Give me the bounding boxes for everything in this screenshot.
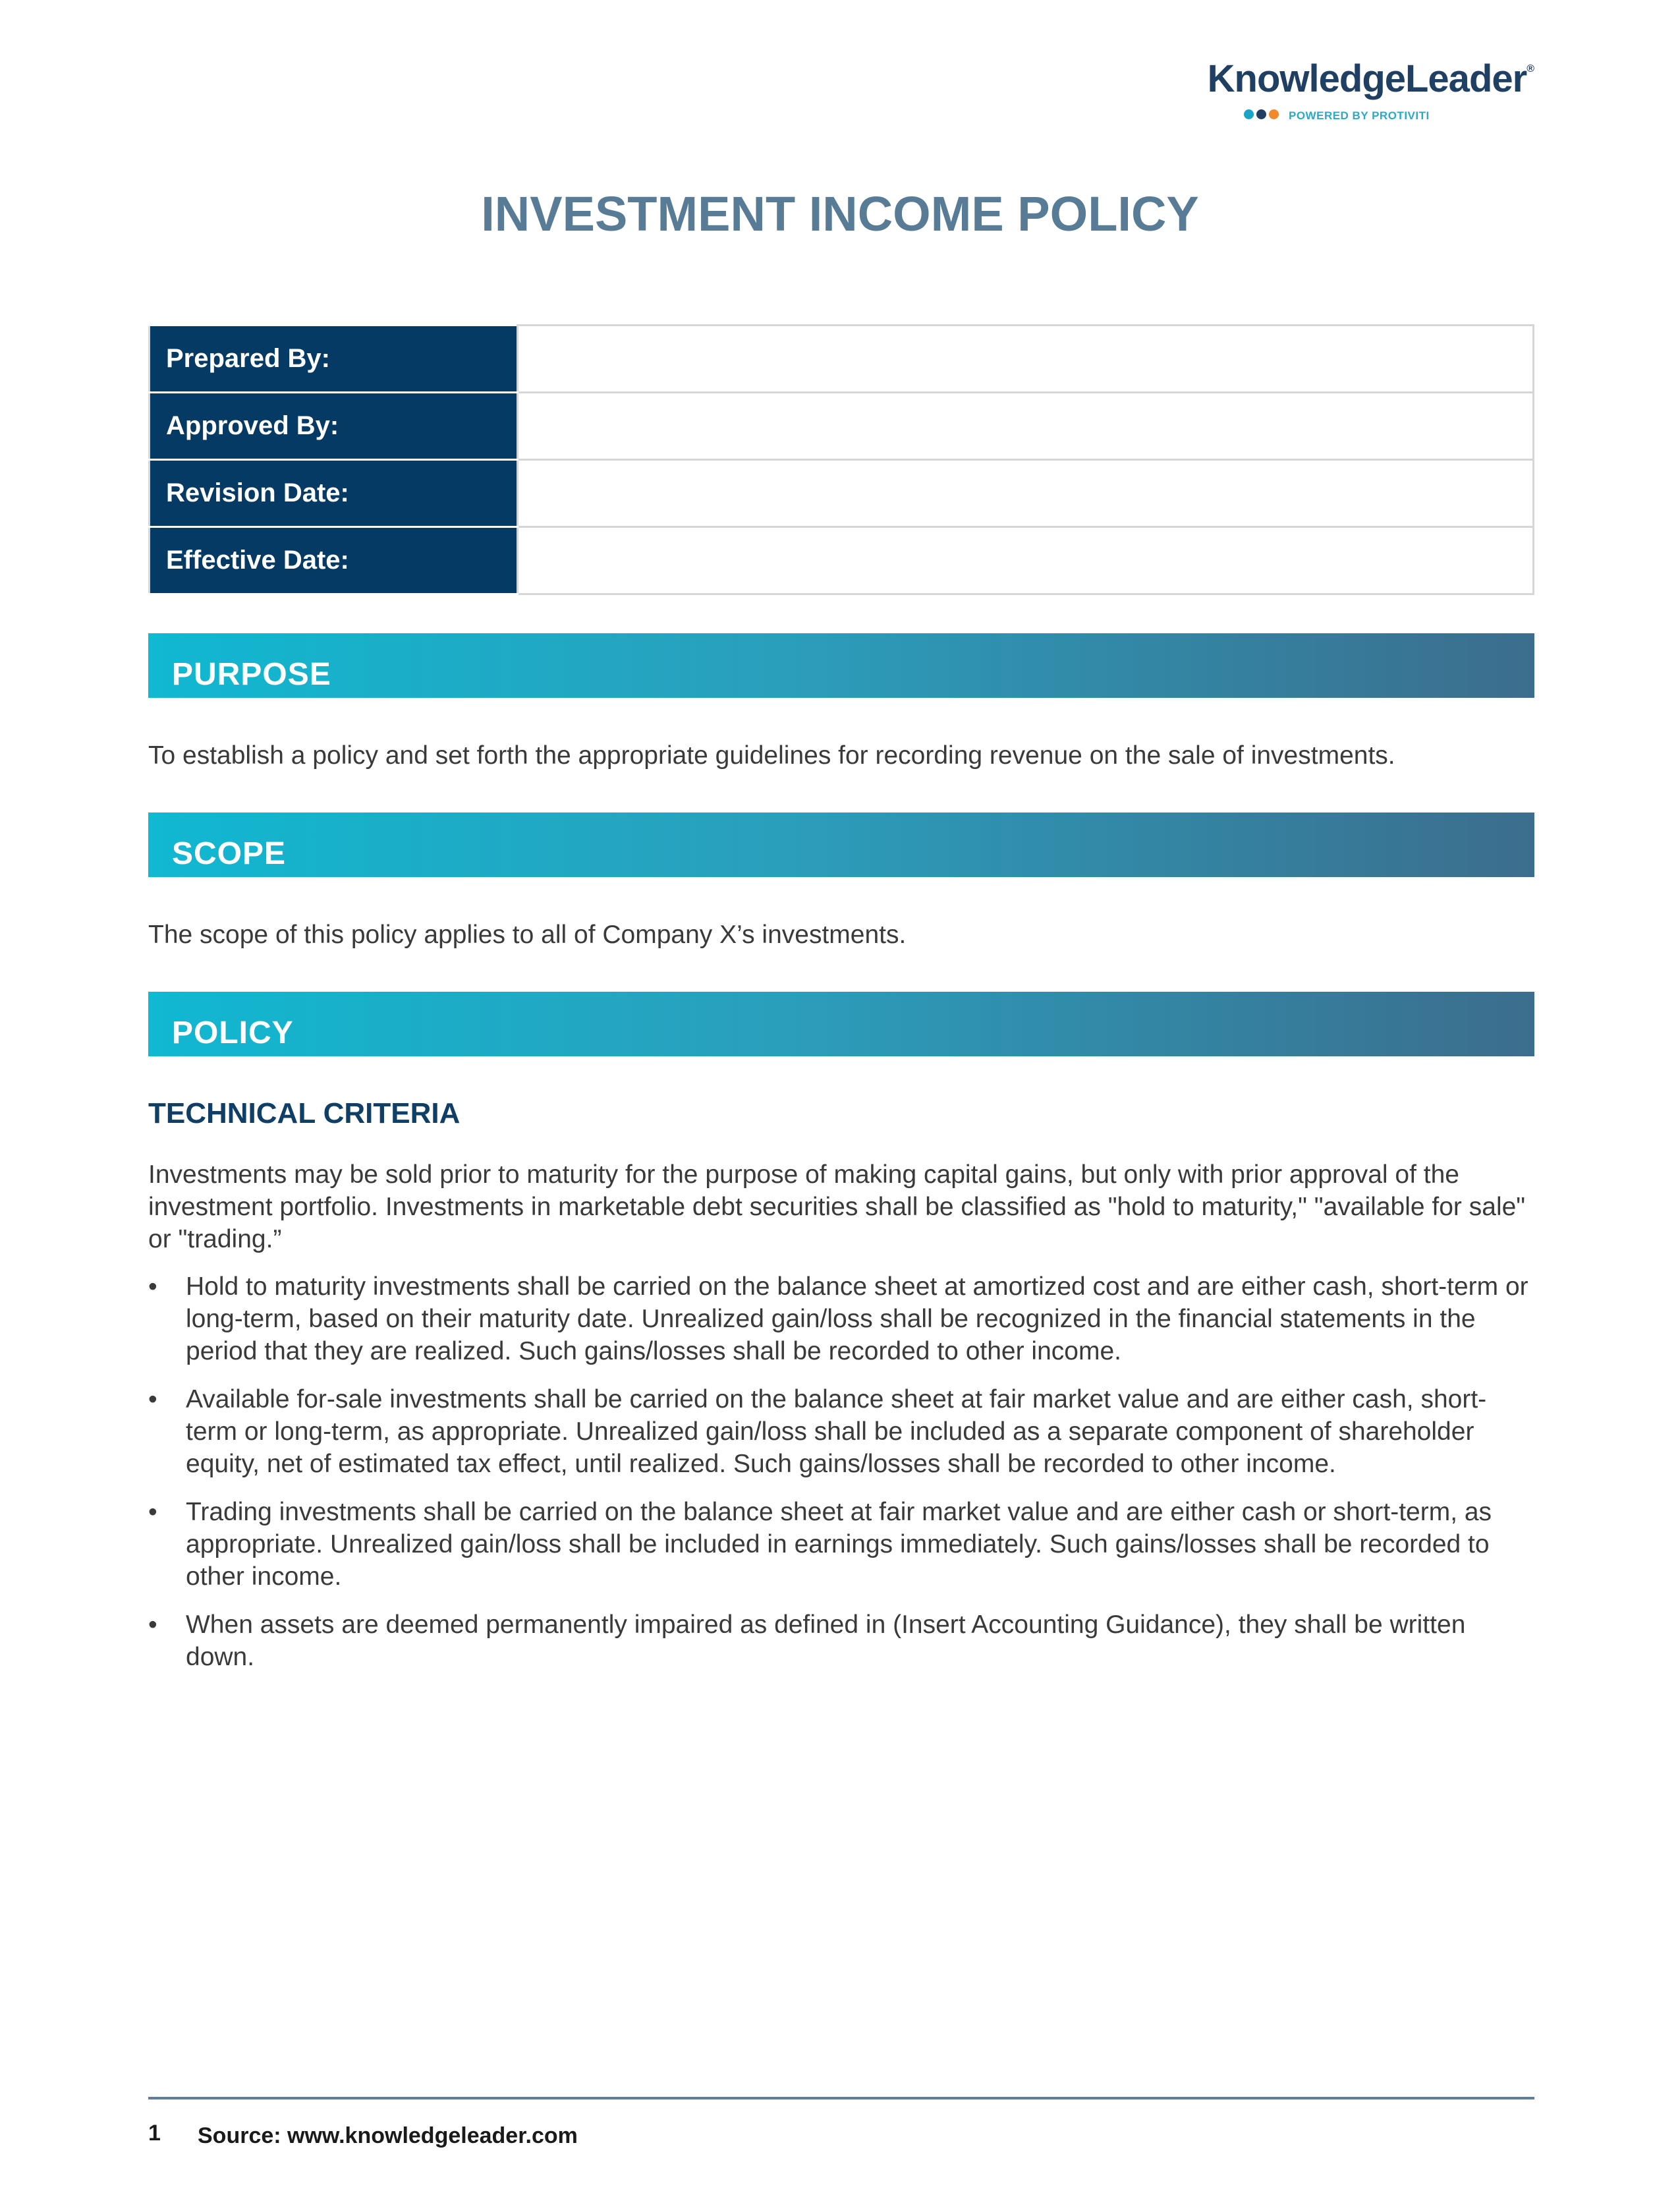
policy-intro-text: Investments may be sold prior to maturity for the purpose of making capital gains, but only with prior approval of the investment portfolio. Investments in marketable debt securities shall be classified as "hold to maturity," "available for sale" or "trading.” — [148, 1160, 1526, 1253]
technical-criteria-heading: TECHNICAL CRITERIA — [148, 1097, 461, 1129]
policy-heading: POLICY — [172, 1015, 294, 1050]
policy-bullet-list — [148, 1270, 1534, 1689]
table-row — [150, 527, 1534, 594]
purpose-text: To establish a policy and set forth the appropriate guidelines for recording revenue on the sale of investments. — [148, 741, 1395, 770]
bullet-icon: • — [148, 1611, 157, 1639]
scope-section-header — [148, 813, 1534, 877]
document-title: INVESTMENT INCOME POLICY — [481, 186, 1199, 241]
bullet-icon: • — [148, 1498, 157, 1526]
purpose-heading: PURPOSE — [172, 657, 331, 692]
bullet-icon: • — [148, 1272, 157, 1301]
source-link[interactable]: Source: www.knowledgeleader.com — [198, 2123, 578, 2148]
table-row — [150, 393, 1534, 460]
prepared-by-label: Prepared By: — [150, 326, 518, 393]
prepared-by-field[interactable] — [518, 326, 1534, 393]
footer-divider — [148, 2097, 1534, 2099]
knowledgeleader-logo — [1207, 57, 1534, 129]
approved-by-label: Approved By: — [150, 393, 518, 460]
list-item: • Available for-sale investments shall be carried on the balance sheet at fair market value and are either cash, short-term or long-term, as appropriate. Unrealized gain/loss shall be included as a separate component of shareholder equity, net of estimated tax effect, until realized. Such gains/losses shall be recorded to other income. — [148, 1383, 1534, 1480]
policy-section-header — [148, 992, 1534, 1056]
table-row — [150, 326, 1534, 393]
effective-date-field[interactable] — [518, 527, 1534, 594]
approved-by-field[interactable] — [518, 393, 1534, 460]
document-info-table — [148, 324, 1534, 595]
scope-heading: SCOPE — [172, 836, 287, 871]
revision-date-label: Revision Date: — [150, 460, 518, 527]
list-item: • Trading investments shall be carried on the balance sheet at fair market value and are either cash or short-term, as appropriate. Unrealized gain/loss shall be included in earnings immediately. Such gains/losses shall be recorded to other income. — [148, 1496, 1534, 1593]
effective-date-label: Effective Date: — [150, 527, 518, 594]
list-item: • When assets are deemed permanently impaired as defined in (Insert Accounting Guidance), they shall be written down. — [148, 1609, 1534, 1673]
purpose-section-header — [148, 633, 1534, 698]
table-row — [150, 460, 1534, 527]
page-number: 1 — [148, 2121, 161, 2146]
logo-tagline: POWERED BY PROTIVITI — [1289, 109, 1430, 122]
revision-date-field[interactable] — [518, 460, 1534, 527]
bullet-icon: • — [148, 1385, 157, 1413]
list-item: • Hold to maturity investments shall be carried on the balance sheet at amortized cost and are either cash, short-term or long-term, based on their maturity date. Unrealized gain/loss shall be recognized in the financial statements in the period that they are realized. Such gains/losses shall be recorded to other income. — [148, 1270, 1534, 1367]
logo-dots-icon — [1244, 109, 1279, 121]
logo-wordmark: KnowledgeLeader® — [1207, 57, 1534, 100]
scope-text: The scope of this policy applies to all of Company X’s investments. — [148, 921, 907, 949]
